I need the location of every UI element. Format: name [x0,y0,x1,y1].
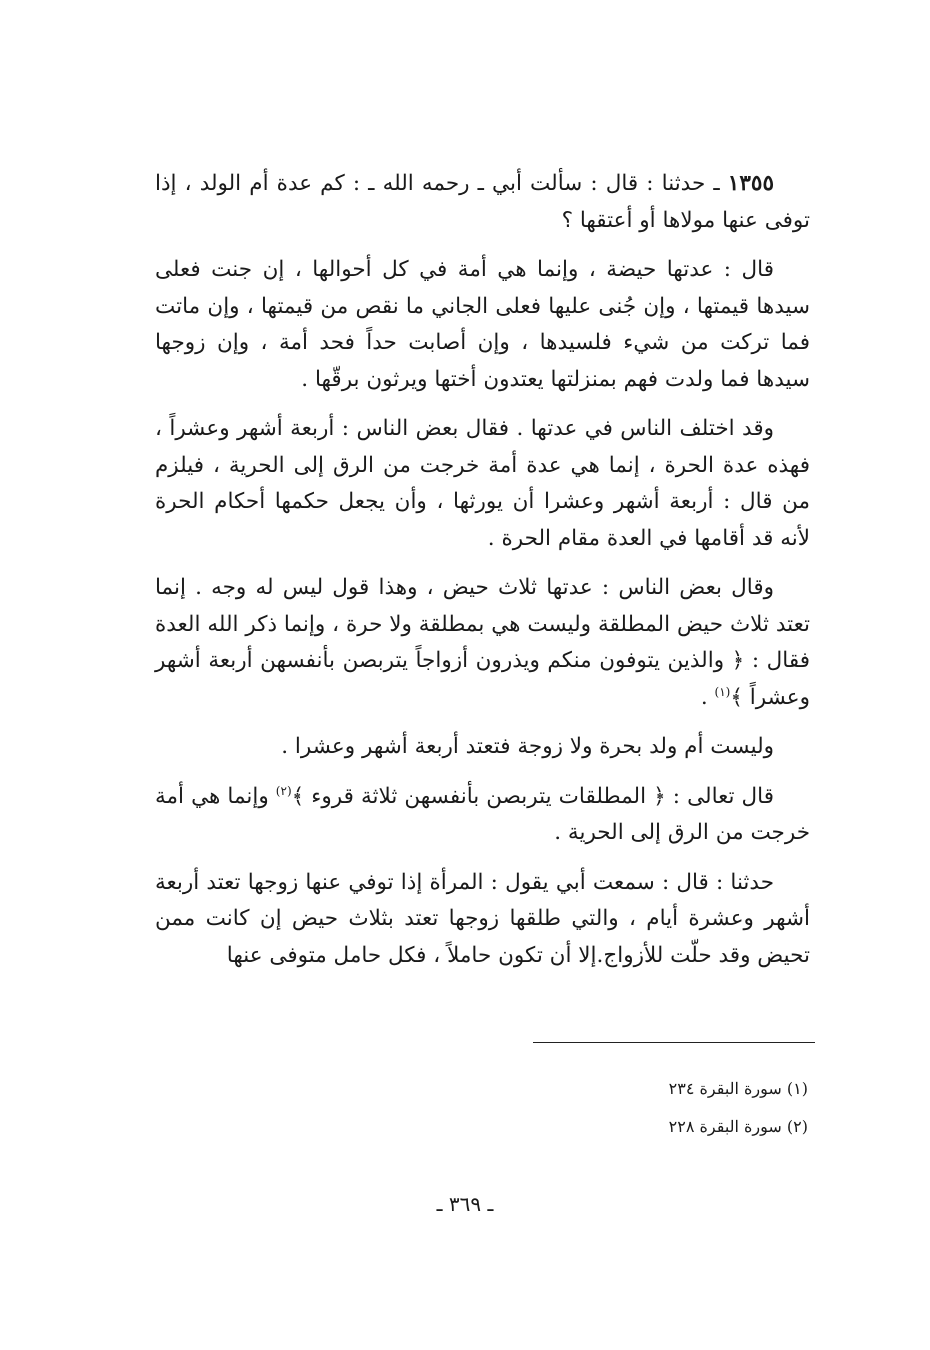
paragraph-text: وليست أم ولد بحرة ولا زوجة فتعتد أربعة أشهر وعشرا . [281,734,774,759]
footnotes [408,1070,808,1146]
footnote-divider [533,1042,815,1043]
paragraph-tail: . [700,684,715,710]
paragraph-5 [155,729,810,766]
paragraph-tail: وإنما هي أمة خرجت من الرق إلى الحرية . [155,783,810,845]
main-text [155,166,810,987]
paragraph-text: قال تعالى : ﴿ المطلقات يتربصن بأنفسهن ثلاثة قروء ﴾ [291,783,774,809]
footnote-1: (١) سورة البقرة ٢٣٤ [668,1079,808,1098]
paragraph-6 [155,779,810,852]
hadith-number: ١٣٥٥ [727,171,774,196]
paragraph-3 [155,411,810,557]
page-number: ـ ٣٦٩ ـ [436,1192,494,1216]
footnote-marker[interactable]: (١) [714,684,731,699]
paragraph-text: وقد اختلف الناس في عدتها . فقال بعض الناس : أربعة أشهر وعشراً ، فهذه عدة الحرة ، إنما هي عدة أمة خرجت من الرق إلى الحرية ، فيلزم من قال : أربعة أشهر وعشرا أن يورثها ، وأن يجعل حكمها أحكام الحرة لأنه قد أقامها في العدة مقام الحرة . [155,416,810,551]
paragraph-text: حدثنا : قال : سمعت أبي يقول : المرأة إذا توفي عنها زوجها تعتد أربعة أشهر وعشرة أيام ، والتي طلقها زوجها تعتد بثلاث حيض إن كانت ممن تحيض وقد حلّت للأزواج.إلا أن تكون حاملاً ، فكل حامل متوفى عنها [155,869,810,968]
paragraph-text: ـ حدثنا : قال : سألت أبي ـ رحمه الله ـ : كم عدة أم الولد ، إذا توفى عنها مولاها أو أعتقها ؟ [155,171,810,233]
paragraph-text: وقال بعض الناس : عدتها ثلاث حيض ، وهذا قول ليس له وجه . إنما تعتد ثلاث حيض المطلقة وليست هي بمطلقة ولا حرة ، وإنما ذكر الله العدة فقال : ﴿ والذين يتوفون منكم ويذرون أزواجاً يتربصن بأنفسهن أربعة أشهر وعشراً ﴾ [155,575,810,710]
paragraph-7 [155,865,810,975]
paragraph-1 [155,166,810,239]
paragraph-2 [155,252,810,398]
footnote-2: (٢) سورة البقرة ٢٢٨ [668,1117,808,1136]
paragraph-4 [155,570,810,716]
paragraph-text: قال : عدتها حيضة ، وإنما هي أمة في كل أحوالها ، إن جنت فعلى سيدها قيمتها ، وإن جُنى عليها فعلى الجاني ما نقص من قيمتها ، وإن ماتت فما تركت من شيء فلسيدها ، وإن أصابت حداً فحد أمة ، وإن زوجها سيدها فما ولدت فهم بمنزلتها يعتدون أختها ويرثون برقّها . [155,257,810,392]
footnote-marker[interactable]: (٢) [275,783,292,798]
